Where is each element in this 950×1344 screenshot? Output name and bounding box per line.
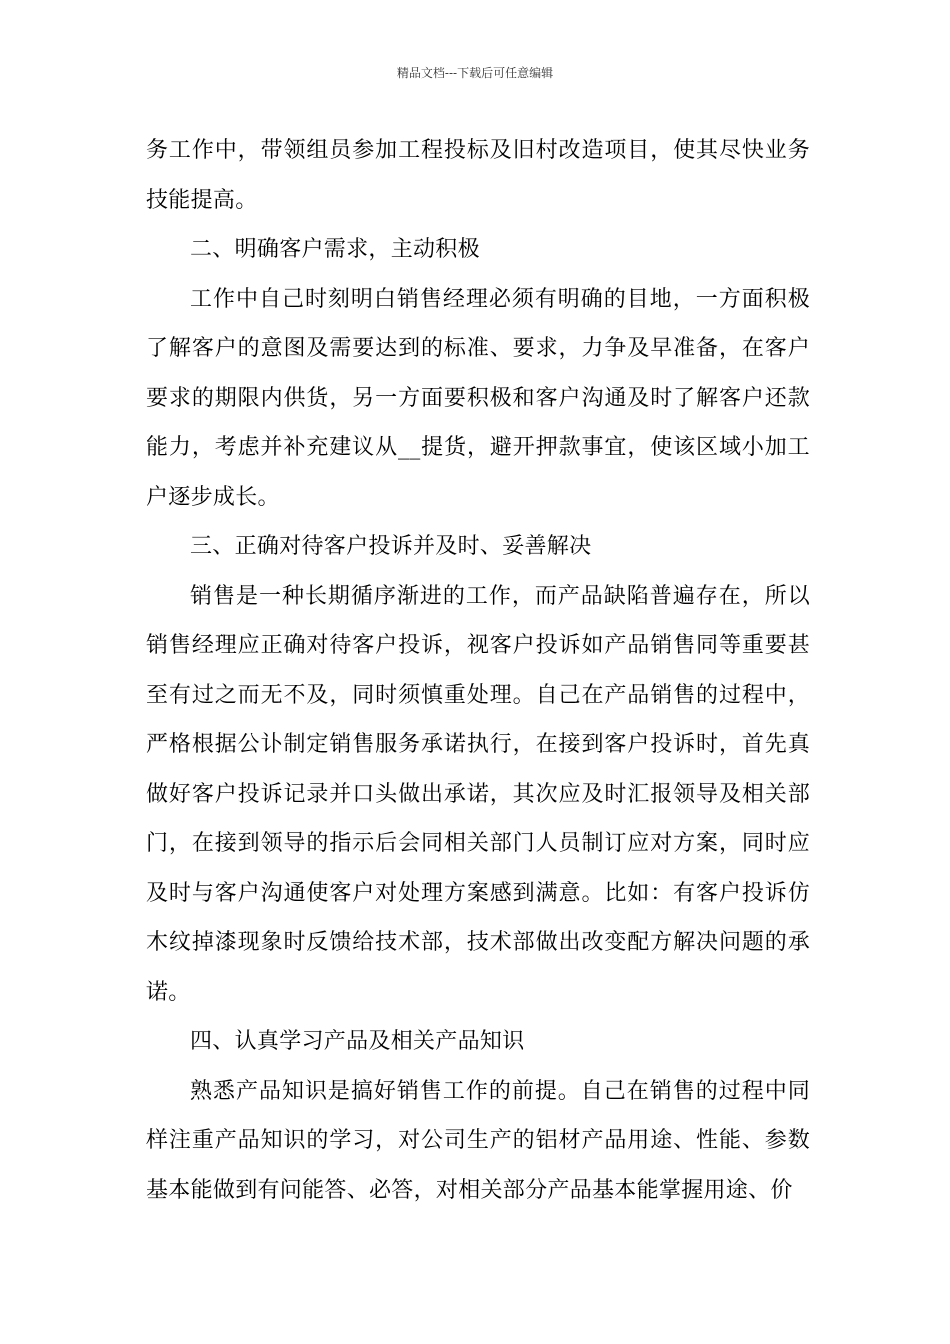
section-heading-3: 三、正确对待客户投诉并及时、妥善解决 [190, 534, 592, 559]
section-heading-2: 二、明确客户需求，主动积极 [190, 237, 480, 262]
paragraph-continuation: 务工作中，带领组员参加工程投标及旧村改造项目，使其尽快业务技能提高。 [146, 138, 810, 213]
page-header: 精品文档---下载后可任意编辑 [396, 66, 554, 80]
document-body [146, 126, 810, 1215]
paragraph-customer-needs: 工作中自己时刻明白销售经理必须有明确的目地，一方面积极了解客户的意图及需要达到的标准、要求，力争及早准备，在客户要求的期限内供货，另一方面要积极和客户沟通及时了解客户还款能力，考虑并补充建议从__提货，避开押款事宜，使该区域小加工户逐步成长。 [146, 286, 810, 510]
paragraph-product-knowledge: 熟悉产品知识是搞好销售工作的前提。自己在销售的过程中同样注重产品知识的学习，对公司生产的铝材产品用途、性能、参数基本能做到有问能答、必答，对相关部分产品基本能掌握用途、价 [146, 1078, 810, 1203]
paragraph-complaints: 销售是一种长期循序渐进的工作，而产品缺陷普遍存在，所以销售经理应正确对待客户投诉，视客户投诉如产品销售同等重要甚至有过之而无不及，同时须慎重处理。自己在产品销售的过程中，严格根据公讣制定销售服务承诺执行，在接到客户投诉时，首先真做好客户投诉记录并口头做出承诺，其次应及时汇报领导及相关部门，在接到领导的指示后会同相关部门人员制订应对方案，同时应及时与客户沟通使客户对处理方案感到满意。比如：有客户投诉仿木纹掉漆现象时反馈给技术部，技术部做出改变配方解决问题的承诺。 [146, 583, 810, 1005]
section-heading-4: 四、认真学习产品及相关产品知识 [190, 1029, 525, 1054]
